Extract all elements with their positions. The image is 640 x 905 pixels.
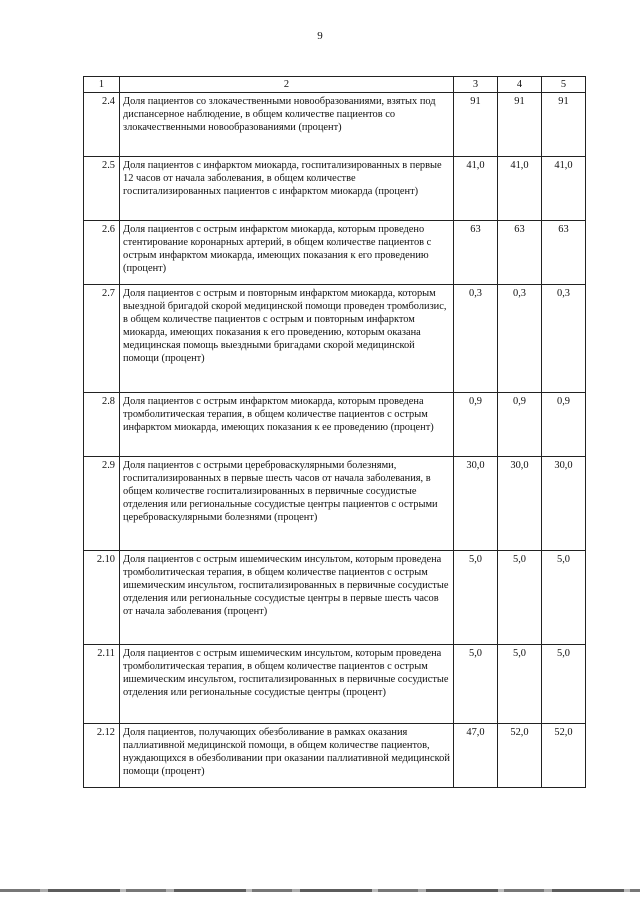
column-header-5: 5 <box>542 77 586 93</box>
row-value-col4: 52,0 <box>498 724 542 788</box>
row-description: Доля пациентов с острым и повторным инфарктом миокарда, которым выездной бригадой скорой медицинской помощи проведен тромболизис, в общем количестве пациентов с острым и повторным инфарктом миокарда, имеющих показания к его проведению, которым оказана медицинская помощь выездными бригадами скорой медицинской помощи (процент) <box>120 285 454 393</box>
row-value-col3: 41,0 <box>454 157 498 221</box>
table-row <box>84 285 586 393</box>
table-row <box>84 393 586 457</box>
row-value-col4: 0,9 <box>498 393 542 457</box>
scan-edge-line <box>0 889 640 892</box>
column-header-4: 4 <box>498 77 542 93</box>
table-row <box>84 457 586 551</box>
row-description: Доля пациентов, получающих обезболивание в рамках оказания паллиативной медицинской помощи, в общем количестве пациентов, нуждающихся в обезболивании при оказании паллиативной медицинской помощи (процент) <box>120 724 454 788</box>
row-number: 2.7 <box>84 285 120 393</box>
row-value-col3: 47,0 <box>454 724 498 788</box>
row-value-col5: 52,0 <box>542 724 586 788</box>
row-description: Доля пациентов с острым инфарктом миокарда, которым проведено стентирование коронарных артерий, в общем количестве пациентов с острым инфарктом миокарда, имеющих показания к его проведению (процент) <box>120 221 454 285</box>
row-value-col3: 5,0 <box>454 551 498 645</box>
row-description: Доля пациентов с острым ишемическим инсультом, которым проведена тромболитическая терапия, в общем количестве пациентов с острым ишемическим инсультом, госпитализированных в первичные сосудистые отделения или региональные сосудистые центры (процент) <box>120 645 454 724</box>
row-number: 2.9 <box>84 457 120 551</box>
table-row <box>84 724 586 788</box>
row-number: 2.11 <box>84 645 120 724</box>
table-row <box>84 221 586 285</box>
row-description: Доля пациентов с острыми цереброваскулярными болезнями, госпитализированных в первые шесть часов от начала заболевания, в общем количестве госпитализированных в первичные сосудистые отделения или региональные сосудистые центры пациентов с острыми цереброваскулярными болезнями (процент) <box>120 457 454 551</box>
row-value-col4: 5,0 <box>498 645 542 724</box>
row-value-col4: 0,3 <box>498 285 542 393</box>
row-value-col4: 5,0 <box>498 551 542 645</box>
row-number: 2.5 <box>84 157 120 221</box>
row-description: Доля пациентов с инфарктом миокарда, госпитализированных в первые 12 часов от начала заболевания, в общем количестве госпитализированных пациентов с инфарктом миокарда (процент) <box>120 157 454 221</box>
row-value-col5: 0,3 <box>542 285 586 393</box>
row-value-col3: 63 <box>454 221 498 285</box>
row-number: 2.4 <box>84 93 120 157</box>
page-number: 9 <box>317 30 323 42</box>
row-number: 2.12 <box>84 724 120 788</box>
row-value-col3: 0,3 <box>454 285 498 393</box>
row-description: Доля пациентов с острым ишемическим инсультом, которым проведена тромболитическая терапия, в общем количестве пациентов с острым ишемическим инсультом, госпитализированных в первичные сосудистые отделения или региональные сосудистые центры в первые шесть часов от начала заболевания (процент) <box>120 551 454 645</box>
row-value-col5: 41,0 <box>542 157 586 221</box>
row-value-col3: 30,0 <box>454 457 498 551</box>
column-header-2: 2 <box>120 77 454 93</box>
table-row <box>84 157 586 221</box>
row-description: Доля пациентов с острым инфарктом миокарда, которым проведена тромболитическая терапия, в общем количестве пациентов с острым инфарктом миокарда, имеющих показания к ее проведению (процент) <box>120 393 454 457</box>
row-description: Доля пациентов со злокачественными новообразованиями, взятых под диспансерное наблюдение, в общем количестве пациентов со злокачественными новообразованиями (процент) <box>120 93 454 157</box>
column-header-3: 3 <box>454 77 498 93</box>
row-value-col5: 0,9 <box>542 393 586 457</box>
table-header-row <box>84 77 586 93</box>
row-number: 2.6 <box>84 221 120 285</box>
table-row <box>84 645 586 724</box>
row-number: 2.10 <box>84 551 120 645</box>
indicators-table <box>83 76 586 788</box>
row-value-col3: 91 <box>454 93 498 157</box>
row-value-col4: 63 <box>498 221 542 285</box>
row-value-col5: 91 <box>542 93 586 157</box>
row-value-col3: 0,9 <box>454 393 498 457</box>
row-value-col3: 5,0 <box>454 645 498 724</box>
table-row <box>84 551 586 645</box>
row-value-col4: 30,0 <box>498 457 542 551</box>
row-value-col5: 63 <box>542 221 586 285</box>
column-header-1: 1 <box>84 77 120 93</box>
table-row <box>84 93 586 157</box>
row-value-col5: 5,0 <box>542 551 586 645</box>
row-value-col4: 41,0 <box>498 157 542 221</box>
row-value-col5: 5,0 <box>542 645 586 724</box>
row-number: 2.8 <box>84 393 120 457</box>
row-value-col5: 30,0 <box>542 457 586 551</box>
row-value-col4: 91 <box>498 93 542 157</box>
